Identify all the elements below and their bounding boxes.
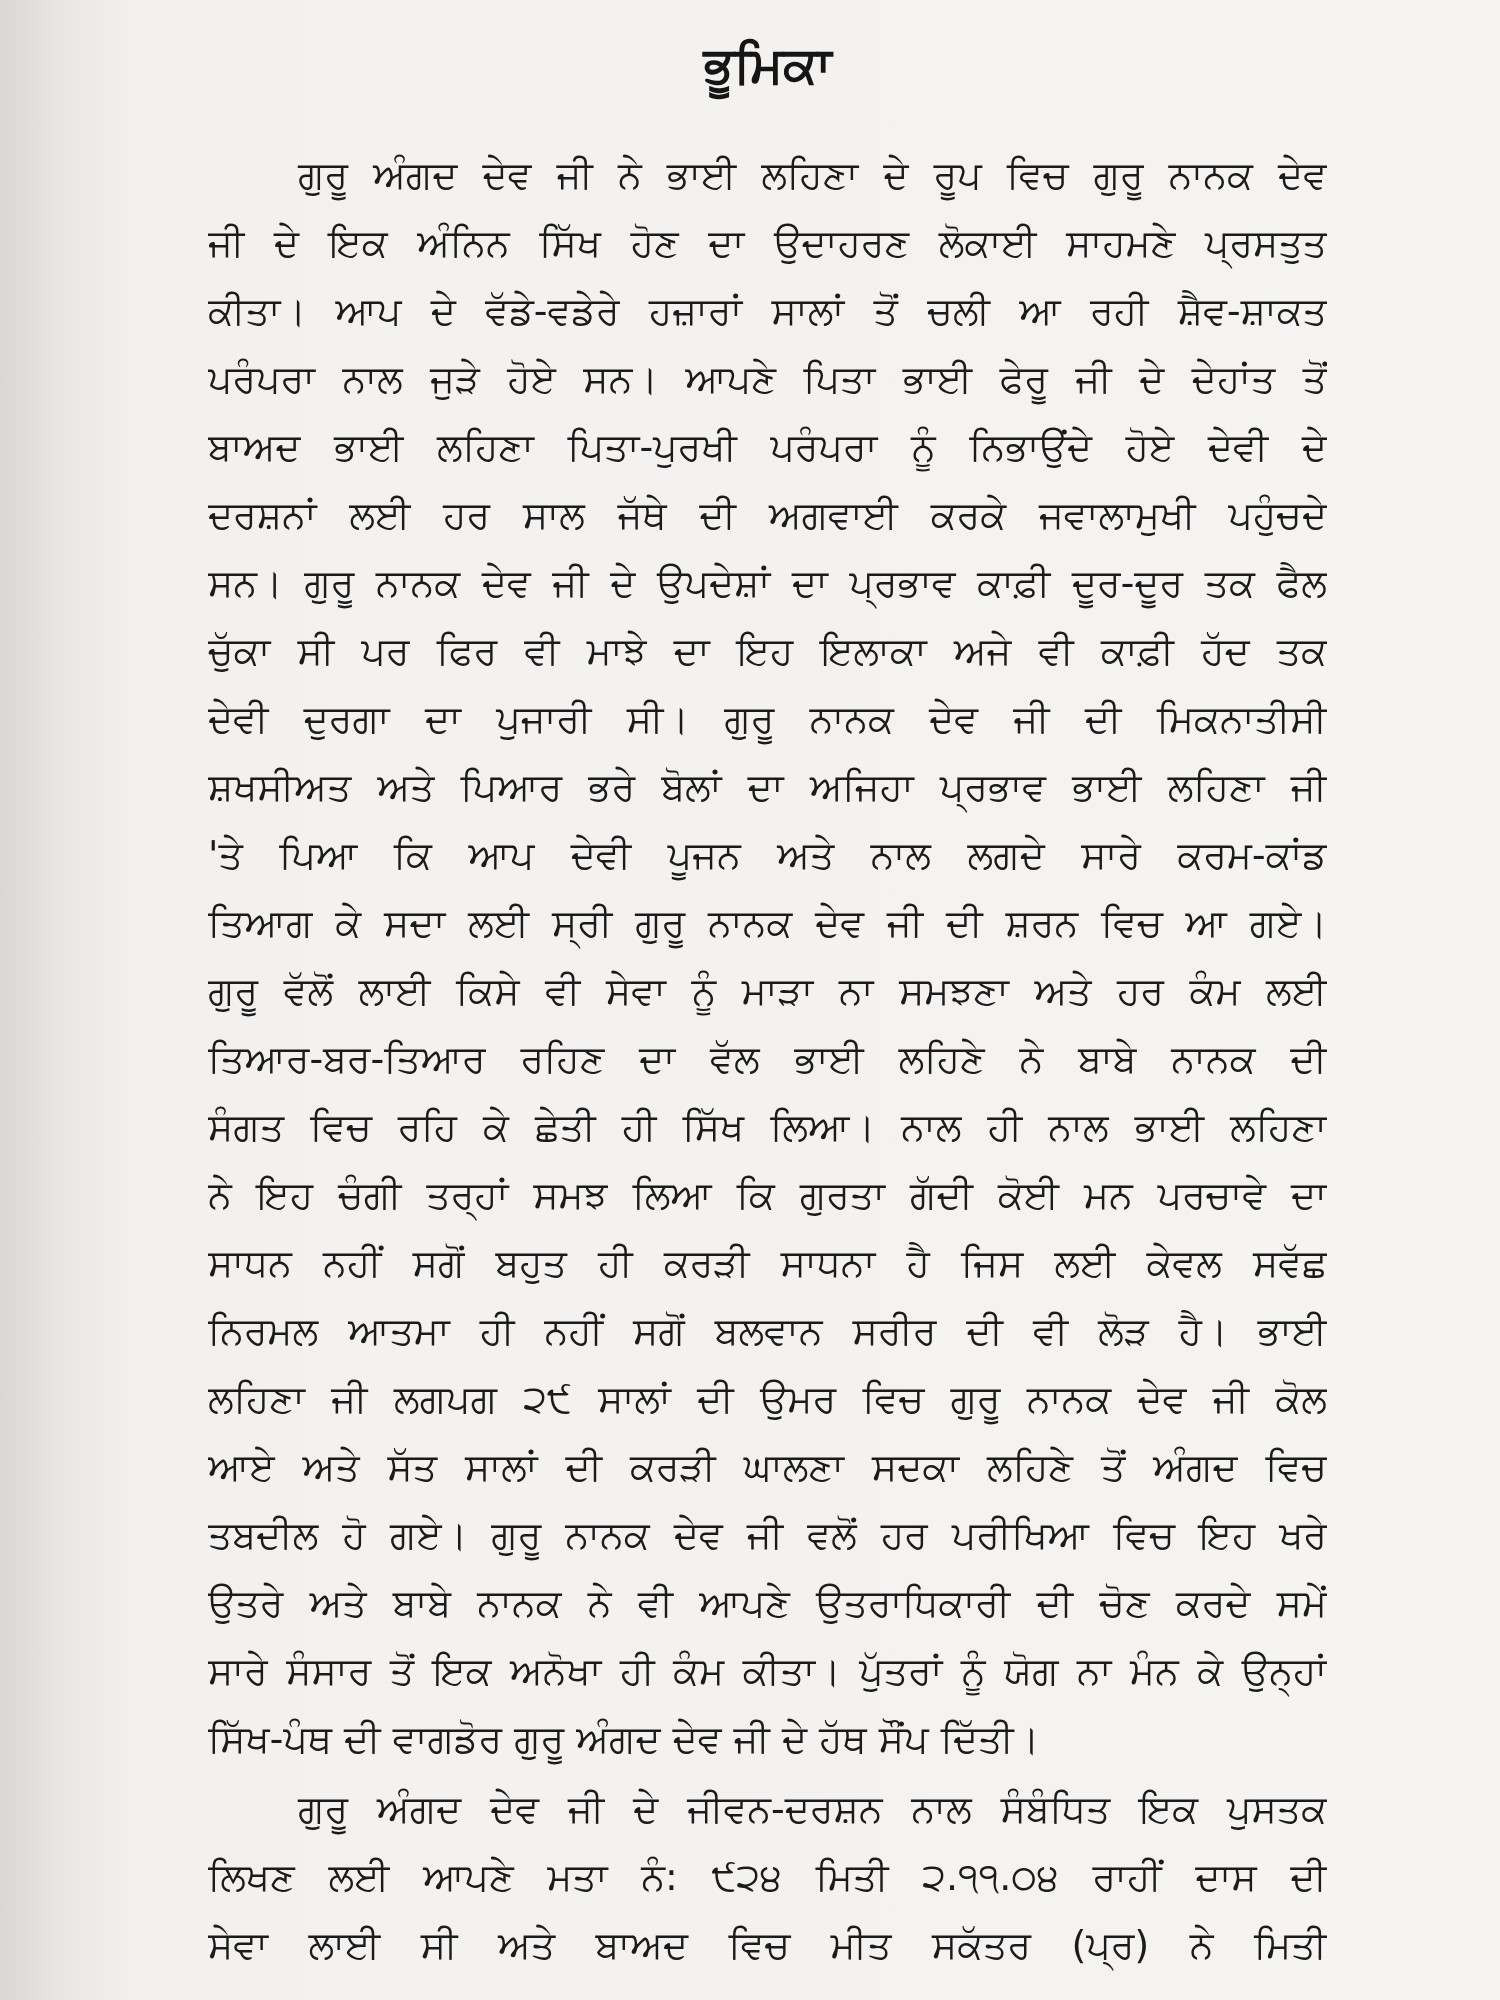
text-line: ਸ਼ਖਸੀਅਤ ਅਤੇ ਪਿਆਰ ਭਰੇ ਬੋਲਾਂ ਦਾ ਅਜਿਹਾ ਪ੍ਰਭਾਵ ਭਾਈ ਲਹਿਣਾ ਜੀ xyxy=(208,765,1327,809)
text-line: ਲਹਿਣਾ ਜੀ ਲਗਪਗ ੨੯ ਸਾਲਾਂ ਦੀ ਉਮਰ ਵਿਚ ਗੁਰੂ ਨਾਨਕ ਦੇਵ ਜੀ ਕੋਲ xyxy=(208,1377,1327,1421)
paragraph-2 xyxy=(208,1775,1327,1979)
text-line: 'ਤੇ ਪਿਆ ਕਿ ਆਪ ਦੇਵੀ ਪੂਜਨ ਅਤੇ ਨਾਲ ਲਗਦੇ ਸਾਰੇ ਕਰਮ-ਕਾਂਡ xyxy=(208,833,1327,877)
text-line: ਲਿਖਣ ਲਈ ਆਪਣੇ ਮਤਾ ਨੰ: ੯੨੪ ਮਿਤੀ ੨.੧੧.੦੪ ਰਾਹੀਂ ਦਾਸ ਦੀ xyxy=(208,1855,1327,1899)
text-line: ਜੀ ਦੇ ਇਕ ਅੰਨਿਨ ਸਿੱਖ ਹੋਣ ਦਾ ਉਦਾਹਰਣ ਲੋਕਾਈ ਸਾਹਮਣੇ ਪ੍ਰਸਤੁਤ xyxy=(208,221,1327,265)
text-line: ਚੁੱਕਾ ਸੀ ਪਰ ਫਿਰ ਵੀ ਮਾਝੇ ਦਾ ਇਹ ਇਲਾਕਾ ਅਜੇ ਵੀ ਕਾਫ਼ੀ ਹੱਦ ਤਕ xyxy=(208,629,1327,673)
text-line: ਦਰਸ਼ਨਾਂ ਲਈ ਹਰ ਸਾਲ ਜੱਥੇ ਦੀ ਅਗਵਾਈ ਕਰਕੇ ਜਵਾਲਾਮੁਖੀ ਪਹੁੰਚਦੇ xyxy=(208,493,1327,537)
text-line: ਆਏ ਅਤੇ ਸੱਤ ਸਾਲਾਂ ਦੀ ਕਰੜੀ ਘਾਲਣਾ ਸਦਕਾ ਲਹਿਣੇ ਤੋਂ ਅੰਗਦ ਵਿਚ xyxy=(208,1445,1327,1489)
text-line: ਨੇ ਇਹ ਚੰਗੀ ਤਰ੍ਹਾਂ ਸਮਝ ਲਿਆ ਕਿ ਗੁਰਤਾ ਗੱਦੀ ਕੋਈ ਮਨ ਪਰਚਾਵੇ ਦਾ xyxy=(208,1173,1327,1217)
text-line: ਤਿਆਰ-ਬਰ-ਤਿਆਰ ਰਹਿਣ ਦਾ ਵੱਲ ਭਾਈ ਲਹਿਣੇ ਨੇ ਬਾਬੇ ਨਾਨਕ ਦੀ xyxy=(208,1037,1327,1081)
text-line: ਤਿਆਗ ਕੇ ਸਦਾ ਲਈ ਸ੍ਰੀ ਗੁਰੂ ਨਾਨਕ ਦੇਵ ਜੀ ਦੀ ਸ਼ਰਨ ਵਿਚ ਆ ਗਏ। xyxy=(208,901,1327,945)
book-page xyxy=(208,0,1327,2000)
text-line: ਸੰਗਤ ਵਿਚ ਰਹਿ ਕੇ ਛੇਤੀ ਹੀ ਸਿੱਖ ਲਿਆ। ਨਾਲ ਹੀ ਨਾਲ ਭਾਈ ਲਹਿਣਾ xyxy=(208,1105,1327,1149)
text-line: ਸਨ। ਗੁਰੂ ਨਾਨਕ ਦੇਵ ਜੀ ਦੇ ਉਪਦੇਸ਼ਾਂ ਦਾ ਪ੍ਰਭਾਵ ਕਾਫ਼ੀ ਦੂਰ-ਦੂਰ ਤਕ ਫੈਲ xyxy=(208,561,1327,605)
text-line: ਤਬਦੀਲ ਹੋ ਗਏ। ਗੁਰੂ ਨਾਨਕ ਦੇਵ ਜੀ ਵਲੋਂ ਹਰ ਪਰੀਖਿਆ ਵਿਚ ਇਹ ਖਰੇ xyxy=(208,1513,1327,1557)
text-line: ਪਰੰਪਰਾ ਨਾਲ ਜੁੜੇ ਹੋਏ ਸਨ। ਆਪਣੇ ਪਿਤਾ ਭਾਈ ਫੇਰੂ ਜੀ ਦੇ ਦੇਹਾਂਤ ਤੋਂ xyxy=(208,357,1327,401)
text-line: ਨਿਰਮਲ ਆਤਮਾ ਹੀ ਨਹੀਂ ਸਗੋਂ ਬਲਵਾਨ ਸਰੀਰ ਦੀ ਵੀ ਲੋੜ ਹੈ। ਭਾਈ xyxy=(208,1309,1327,1353)
text-line: ਉਤਰੇ ਅਤੇ ਬਾਬੇ ਨਾਨਕ ਨੇ ਵੀ ਆਪਣੇ ਉਤਰਾਧਿਕਾਰੀ ਦੀ ਚੋਣ ਕਰਦੇ ਸਮੇਂ xyxy=(208,1581,1327,1625)
text-line: ਗੁਰੂ ਅੰਗਦ ਦੇਵ ਜੀ ਦੇ ਜੀਵਨ-ਦਰਸ਼ਨ ਨਾਲ ਸੰਬੰਧਿਤ ਇਕ ਪੁਸਤਕ xyxy=(298,1787,1327,1831)
text-line: ਬਾਅਦ ਭਾਈ ਲਹਿਣਾ ਪਿਤਾ-ਪੁਰਖੀ ਪਰੰਪਰਾ ਨੂੰ ਨਿਭਾਉਂਦੇ ਹੋਏ ਦੇਵੀ ਦੇ xyxy=(208,425,1327,469)
text-line: ਸਿੱਖ-ਪੰਥ ਦੀ ਵਾਗਡੋਰ ਗੁਰੂ ਅੰਗਦ ਦੇਵ ਜੀ ਦੇ ਹੱਥ ਸੌਂਪ ਦਿੱਤੀ। xyxy=(208,1717,1040,1761)
text-line: ਦੇਵੀ ਦੁਰਗਾ ਦਾ ਪੁਜਾਰੀ ਸੀ। ਗੁਰੂ ਨਾਨਕ ਦੇਵ ਜੀ ਦੀ ਮਿਕਨਾਤੀਸੀ xyxy=(208,697,1327,741)
page-title: ਭੂਮਿਕਾ xyxy=(703,36,832,94)
text-line: ਗੁਰੂ ਵੱਲੋਂ ਲਾਈ ਕਿਸੇ ਵੀ ਸੇਵਾ ਨੂੰ ਮਾੜਾ ਨਾ ਸਮਝਣਾ ਅਤੇ ਹਰ ਕੰਮ ਲਈ xyxy=(208,969,1327,1013)
text-line: ਸਾਧਨ ਨਹੀਂ ਸਗੋਂ ਬਹੁਤ ਹੀ ਕਰੜੀ ਸਾਧਨਾ ਹੈ ਜਿਸ ਲਈ ਕੇਵਲ ਸਵੱਛ xyxy=(208,1241,1327,1285)
text-line: ਸਾਰੇ ਸੰਸਾਰ ਤੋਂ ਇਕ ਅਨੋਖਾ ਹੀ ਕੰਮ ਕੀਤਾ। ਪੁੱਤਰਾਂ ਨੂੰ ਯੋਗ ਨਾ ਮੰਨ ਕੇ ਉਨ੍ਹਾਂ xyxy=(208,1649,1327,1693)
text-line: ਗੁਰੂ ਅੰਗਦ ਦੇਵ ਜੀ ਨੇ ਭਾਈ ਲਹਿਣਾ ਦੇ ਰੂਪ ਵਿਚ ਗੁਰੂ ਨਾਨਕ ਦੇਵ xyxy=(298,153,1327,197)
paragraph-1 xyxy=(208,141,1327,1773)
text-line: ਕੀਤਾ। ਆਪ ਦੇ ਵੱਡੇ-ਵਡੇਰੇ ਹਜ਼ਾਰਾਂ ਸਾਲਾਂ ਤੋਂ ਚਲੀ ਆ ਰਹੀ ਸ਼ੈਵ-ਸ਼ਾਕਤ xyxy=(208,289,1327,333)
text-line: ਸੇਵਾ ਲਾਈ ਸੀ ਅਤੇ ਬਾਅਦ ਵਿਚ ਮੀਤ ਸਕੱਤਰ (ਪ੍ਰ) ਨੇ ਮਿਤੀ xyxy=(208,1923,1327,1967)
